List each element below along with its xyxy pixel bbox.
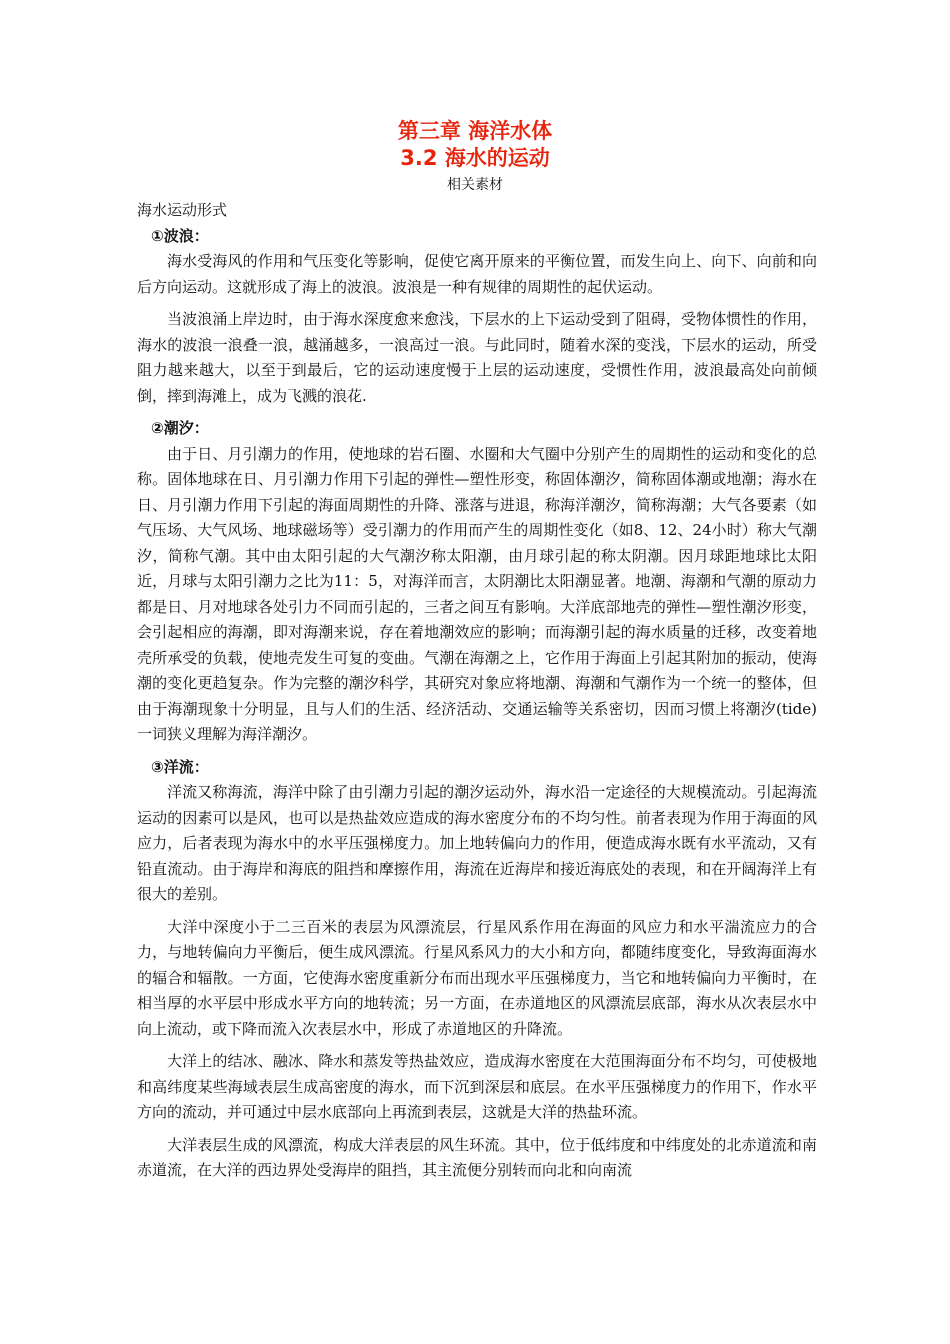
paragraph: 由于日、月引潮力的作用，使地球的岩石圈、水圈和大气圈中分别产生的周期性的运动和变化的总称。固体地球在日、月引潮力作用下引起的弹性—塑性形变，称固体潮汐，简称固体潮或地潮；海水在日、月引潮力作用下引起的海面周期性的升降、涨落与进退，称海洋潮汐，简称海潮；大气各要素（如气压场、大气风场、地球磁场等）受引潮力的作用而产生的周期性变化（如8、12、24小时）称大气潮汐，简称气潮。其中由太阳引起的大气潮汐称太阳潮，由月球引起的称太阴潮。因月球距地球比太阳近，月球与太阳引潮力之比为11：5，对海洋而言，太阴潮比太阳潮显著。地潮、海潮和气潮的原动力都是日、月对地球各处引力不同而引起的，三者之间互有影响。大洋底部地壳的弹性—塑性潮汐形变，会引起相应的海潮，即对海潮来说，存在着地潮效应的影响；而海潮引起的海水质量的迁移，改变着地壳所承受的负载，使地壳发生可复的变曲。气潮在海潮之上，它作用于海面上引起其附加的振动，使海潮的变化更趋复杂。作为完整的潮汐科学，其研究对象应将地潮、海潮和气潮作为一个统一的整体，但由于海潮现象十分明显，且与人们的生活、经济活动、交通运输等关系密切，因而习惯上将潮汐(tide)一词狭义理解为海洋潮汐。: [137, 444, 817, 743]
section-heading-waves: ①波浪：: [151, 226, 209, 245]
section-tides: [137, 416, 817, 748]
chapter-title: 第三章 海洋水体: [397, 119, 553, 143]
paragraph: 大洋上的结冰、融冰、降水和蒸发等热盐效应，造成海水密度在大范围海面分布不均匀，可使极地和高纬度某些海域表层生成高密度的海水，而下沉到深层和底层。在水平压强梯度力的作用下，作水平方向的流动，并可通过中层水底部向上再流到表层，这就是大洋的热盐环流。: [137, 1052, 817, 1121]
document-body: [137, 198, 817, 1191]
topic-label: 海水运动形式: [137, 201, 228, 219]
section-currents: [137, 755, 817, 1184]
paragraph: 大洋中深度小于二三百米的表层为风漂流层，行星风系作用在海面的风应力和水平湍流应力的合力，与地转偏向力平衡后，便生成风漂流。行星风系风力的大小和方向，都随纬度变化，导致海面海水的辐合和辐散。一方面，它使海水密度重新分布而出现水平压强梯度力，当它和地转偏向力平衡时，在相当厚的水平层中形成水平方向的地转流；另一方面，在赤道地区的风漂流层底部，海水从次表层水中向上流动，或下降而流入次表层水中，形成了赤道地区的升降流。: [137, 917, 817, 1038]
section-waves: [137, 224, 817, 410]
document-header: [0, 118, 950, 196]
paragraph: 当波浪涌上岸边时，由于海水深度愈来愈浅，下层水的上下运动受到了阻碍，受物体惯性的作用，海水的波浪一浪叠一浪，越涌越多，一浪高过一浪。与此同时，随着水深的变浅，下层水的运动，所受阻力越来越大，以至于到最后，它的运动速度慢于上层的运动速度，受惯性作用，波浪最高处向前倾倒，摔到海滩上，成为飞溅的浪花.: [137, 310, 817, 405]
section-title: 3.2 海水的运动: [400, 146, 550, 170]
paragraph: 海水受海风的作用和气压变化等影响，促使它离开原来的平衡位置，而发生向上、向下、向前和向后方向运动。这就形成了海上的波浪。波浪是一种有规律的周期性的起伏运动。: [137, 252, 817, 296]
paragraph: 洋流又称海流，海洋中除了由引潮力引起的潮汐运动外，海水沿一定途径的大规模流动。引起海流运动的因素可以是风，也可以是热盐效应造成的海水密度分布的不均匀性。前者表现为作用于海面的风应力，后者表现为海水中的水平压强梯度力。加上地转偏向力的作用，便造成海水既有水平流动，又有铅直流动。由于海岸和海底的阻挡和摩擦作用，海流在近海岸和接近海底处的表现，和在开阔海洋上有很大的差别。: [137, 783, 817, 903]
section-heading-currents: ③洋流：: [151, 757, 209, 776]
material-label: 相关素材: [447, 177, 503, 193]
paragraph: 大洋表层生成的风漂流，构成大洋表层的风生环流。其中，位于低纬度和中纬度处的北赤道流和南赤道流，在大洋的西边界处受海岸的阻挡，其主流便分别转而向北和向南流: [137, 1135, 817, 1179]
section-heading-tides: ②潮汐：: [151, 419, 209, 437]
